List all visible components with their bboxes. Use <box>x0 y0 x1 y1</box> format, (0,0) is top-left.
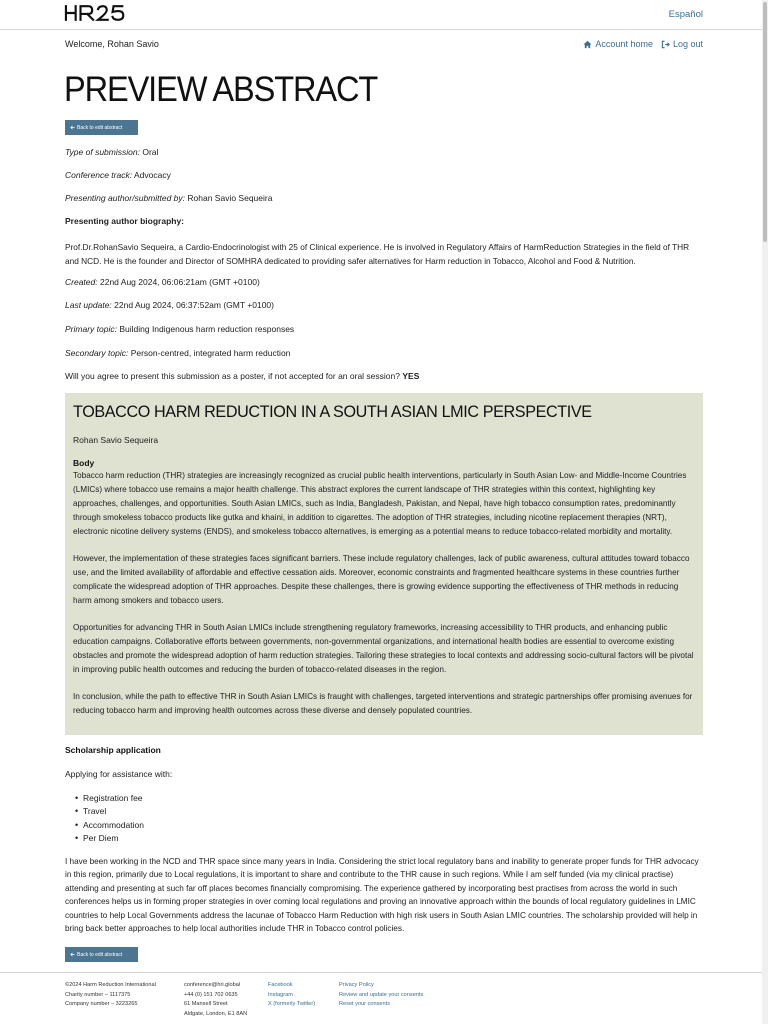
author-biography: Prof.Dr.RohanSavio Sequeira, a Cardio-Endocrinologist with 25 of Clinical experience. He is involved in Regulatory Affairs of HarmReduction Strategies in the field of THR and NCD. He is the founder and Director of SOMHRA dedicated to providing safer alternatives for Harm reduction in Tobacco, Alcohol and Food & Nutrition. <box>65 242 690 266</box>
list-item: • Per Diem <box>82 832 144 845</box>
welcome-text: Welcome, Rohan Savio <box>65 39 159 49</box>
account-links <box>583 39 703 49</box>
privacy-policy-link[interactable]: Privacy Policy <box>339 982 374 988</box>
page-title: PREVIEW ABSTRACT <box>64 70 378 109</box>
last-update-value: 22nd Aug 2024, 06:37:52am (GMT +0100) <box>114 300 274 310</box>
primary-topic-label: Primary topic: <box>65 324 117 334</box>
footer-address-line: Aldgate, London, E1 8AN <box>184 1010 248 1017</box>
language-link[interactable]: Español <box>668 9 703 20</box>
arrow-left-icon <box>70 125 75 130</box>
sign-out-icon <box>661 40 670 49</box>
poster-question <box>65 371 419 381</box>
secondary-topic <box>65 348 290 358</box>
reset-consents-link[interactable]: Reset your consents <box>339 1001 390 1008</box>
footer-email[interactable]: conference@hri.global <box>184 982 241 988</box>
instagram-link[interactable]: Instagram <box>268 991 293 998</box>
footer-contact <box>184 981 247 1019</box>
footer-social <box>268 981 315 1010</box>
created-label: Created: <box>65 277 98 287</box>
log-out-link[interactable] <box>661 39 703 49</box>
conference-track-value: Advocacy <box>134 170 171 180</box>
account-home-link[interactable] <box>583 39 653 49</box>
footer-company-number: Company number – 3223265 <box>65 1001 138 1008</box>
presenting-author-value: Rohan Savio Sequeira <box>187 193 273 203</box>
back-to-edit-label: Back to edit abstract <box>77 124 123 131</box>
list-item: • Accommodation <box>82 819 144 832</box>
footer-copyright: ©2024 Harm Reduction International <box>65 982 156 988</box>
back-to-edit-label: Back to edit abstract <box>77 951 123 958</box>
footer-address-line: 61 Mansell Street <box>184 1001 228 1008</box>
last-update-label: Last update: <box>65 300 112 310</box>
account-home-label: Account home <box>595 39 653 49</box>
submission-type-label: Type of submission: <box>65 147 140 157</box>
hr25-logo[interactable] <box>64 4 132 22</box>
scholarship-heading: Scholarship application <box>65 745 161 755</box>
submission-type <box>65 147 158 157</box>
conference-track-label: Conference track: <box>65 170 133 180</box>
log-out-label: Log out <box>672 39 703 49</box>
assistance-list <box>82 792 144 845</box>
created-value: 22nd Aug 2024, 06:06:21am (GMT +0100) <box>99 277 260 287</box>
abstract-paragraph: In conclusion, while the path to effective THR in South Asian LMICs is fraught with challenges, targeted interventions and strategic partnerships offer promising avenues for reducing tobacco harm and improving health outcomes across these diverse and densely populated countries. <box>73 692 693 715</box>
back-to-edit-button-bottom[interactable] <box>65 947 138 962</box>
list-item: • Registration fee <box>82 792 144 805</box>
page-scrollbar[interactable] <box>762 0 768 1024</box>
abstract-paragraph: Tobacco harm reduction (THR) strategies are increasingly recognized as crucial public health interventions, particularly in South Asian Low- and Middle-Income Countries (LMICs) where tobacco use remains a major health challenge. This abstract explores the current landscape of THR strategies within this context, highlighting key approaches, challenges, and opportunities. South Asian LMICs, such as India, Bangladesh, Pakistan, and Nepal, have high tobacco consumption rates, predominantly through smokeless tobacco products like gutka and khaini, in addition to cigarettes. The adoption of THR strategies, including nicotine replacement therapies (NRT), electronic nicotine delivery systems (ENDS), and smokeless tobacco alternatives, is emerging as a potential means to reduce tobacco-related morbidity and mortality. <box>73 471 687 536</box>
arrow-left-icon <box>70 952 75 957</box>
abstract-author: Rohan Savio Sequeira <box>73 435 159 445</box>
last-update-date <box>65 300 274 310</box>
abstract-paragraph: Opportunities for advancing THR in South Asian LMICs include strengthening regulatory frameworks, increasing accessibility to THR products, and enhancing public education campaigns. Collaborative efforts between governments, non-governmental organizations, and international health bodies are essential to overcome existing obstacles and promote the widespread adoption of harm reduction strategies. Tailoring these strategies to local contexts and addressing socio-cultural factors will be pivotal in improving public health outcomes and reducing the burden of tobacco-related diseases in the region. <box>73 623 694 674</box>
presenting-author <box>65 193 272 203</box>
poster-question-text: Will you agree to present this submission as a poster, if not accepted for an oral session? <box>65 371 400 381</box>
conference-track <box>65 170 171 180</box>
abstract-panel <box>65 393 703 735</box>
primary-topic <box>65 324 294 334</box>
submission-type-value: Oral <box>142 147 159 157</box>
site-footer <box>0 972 768 1024</box>
back-to-edit-button[interactable] <box>65 120 138 135</box>
footer-charity-number: Charity number – 1117375 <box>65 991 131 998</box>
abstract-body-heading: Body <box>73 458 95 468</box>
secondary-topic-label: Secondary topic: <box>65 348 129 358</box>
facebook-link[interactable]: Facebook <box>268 982 293 988</box>
presenting-author-label: Presenting author/submitted by: <box>65 193 186 203</box>
bio-heading-text: Presenting author biography: <box>65 216 185 226</box>
footer-org-info <box>65 981 156 1010</box>
review-consents-link[interactable]: Review and update your consents <box>339 991 424 998</box>
poster-answer: YES <box>402 371 420 381</box>
list-item: • Travel <box>82 805 144 818</box>
created-date <box>65 277 260 287</box>
footer-phone: +44 (0) 151 702 0635 <box>184 991 238 998</box>
home-icon <box>583 40 592 49</box>
bio-heading <box>65 216 184 226</box>
scholarship-subheading: Applying for assistance with: <box>65 769 173 779</box>
top-header <box>0 0 762 30</box>
primary-topic-value: Building Indigenous harm reduction responses <box>119 324 295 334</box>
scholarship-statement: I have been working in the NCD and THR space since many years in India. Considering the strict local regulatory bans and inability to generate proper funds for THR advocacy in this region, primarily due to Local regulations, it is important to share and contribute to the THR cause in such regions. While I am self funded (via my clinical practise) attending and presenting at such far off places becomes financially compromising. The experience gathered by incorporating best practises from across the world in such conferences helps us in forming proper strategies in over coming local regulations and proving an innovative approach within the bounds of local regulatory guidelines in LMIC countries to help Local Governments address the lacunae of Tobacco Harm Reduction with high risk users in South Asian LMIC countries. The scholarship provided will help in bring back better approaches to help local authorities include THR in Tobacco control policies. <box>65 857 699 934</box>
footer-legal <box>339 981 423 1010</box>
abstract-title: TOBACCO HARM REDUCTION IN A SOUTH ASIAN LMIC PERSPECTIVE <box>73 402 592 421</box>
scrollbar-thumb[interactable] <box>763 2 767 242</box>
x-twitter-link[interactable]: X (formerly Twitter) <box>268 1001 316 1008</box>
abstract-paragraph: However, the implementation of these strategies faces significant barriers. These include regulatory challenges, lack of public awareness, cultural attitudes toward tobacco use, and the limited availability of affordable and effective cessation aids. Moreover, economic constraints and fragmented healthcare systems in these countries further complicate the widespread adoption of THR approaches. Despite these challenges, there is growing evidence supporting the effectiveness of THR methods in reducing harm among smokers and tobacco users. <box>73 554 690 605</box>
secondary-topic-value: Person-centred, integrated harm reduction <box>130 348 291 358</box>
